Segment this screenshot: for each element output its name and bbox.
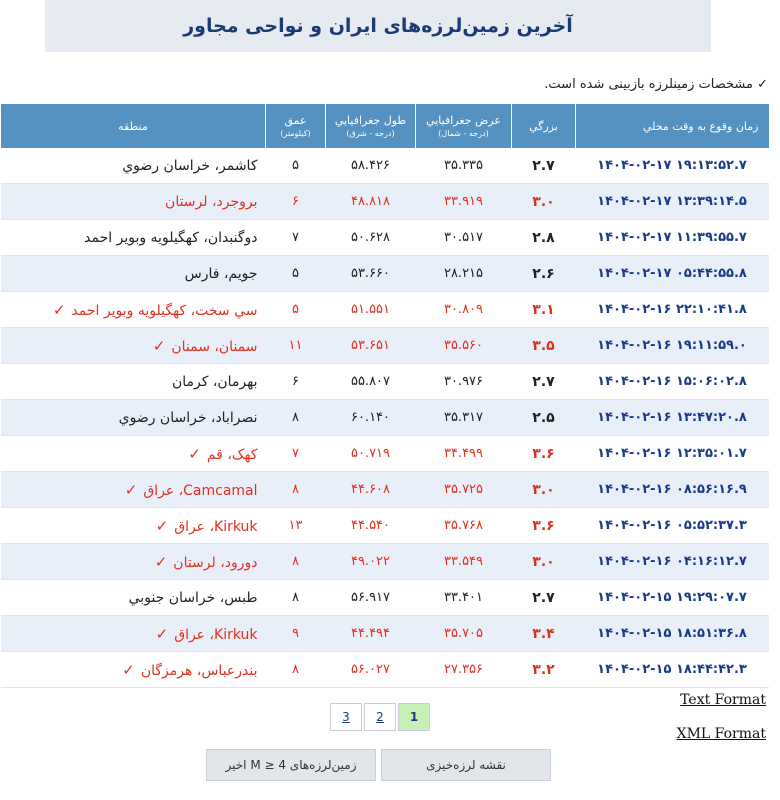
cell-longitude: ۵۰.۶۲۸ xyxy=(326,220,416,256)
verified-check-icon: ✓ xyxy=(154,552,168,571)
cell-depth: ۷ xyxy=(266,220,326,256)
cell-depth: ۸ xyxy=(266,580,326,616)
cell-time: ۱۴۰۴-۰۲-۱۵ ۱۹:۲۹:۰۷.۷ xyxy=(576,580,769,616)
table-row xyxy=(1,292,769,328)
cell-longitude: ۴۴.۵۴۰ xyxy=(326,508,416,544)
cell-longitude: ۴۴.۶۰۸ xyxy=(326,472,416,508)
seismicity-map-button[interactable]: نقشه لرزه‌خيزی xyxy=(381,749,551,781)
cell-region xyxy=(1,580,266,616)
cell-time: ۱۴۰۴-۰۲-۱۶ ۰۴:۱۶:۱۲.۷ xyxy=(576,544,769,580)
region-label: کهک، قم xyxy=(206,446,258,463)
header-depth-unit: (کیلومتر) xyxy=(280,129,311,138)
cell-time: ۱۴۰۴-۰۲-۱۵ ۱۸:۴۴:۴۲.۳ xyxy=(576,652,769,688)
cell-latitude: ۳۳.۴۰۱ xyxy=(416,580,512,616)
cell-longitude: ۵۶.۹۱۷ xyxy=(326,580,416,616)
header-latitude-label: عرض جغرافيايي xyxy=(426,114,501,127)
region-label: طبس، خراسان جنوبي xyxy=(128,589,258,606)
verified-check-icon: ✓ xyxy=(124,480,138,499)
cell-latitude: ۳۰.۸۰۹ xyxy=(416,292,512,328)
cell-depth: ۸ xyxy=(266,544,326,580)
region-label: دوگنبدان، کهگيلويه وبوير احمد xyxy=(84,229,258,246)
header-region: منطقه xyxy=(1,104,266,148)
table-row xyxy=(1,220,769,256)
cell-magnitude: ۲.۸ xyxy=(512,220,576,256)
region-label: بندرعباس، هرمزگان xyxy=(140,662,258,679)
cell-region xyxy=(1,364,266,400)
cell-region xyxy=(1,652,266,688)
region-label: سمنان، سمنان xyxy=(171,338,258,355)
text-format-link[interactable]: Text Format xyxy=(680,692,766,708)
cell-depth: ۶ xyxy=(266,184,326,220)
header-latitude xyxy=(416,104,512,148)
cell-longitude: ۵۱.۵۵۱ xyxy=(326,292,416,328)
verified-check-icon: ✓ xyxy=(188,444,201,463)
cell-latitude: ۳۵.۷۲۵ xyxy=(416,472,512,508)
title-banner xyxy=(45,0,711,52)
verified-check-icon: ✓ xyxy=(155,624,169,643)
cell-time: ۱۴۰۴-۰۲-۱۶ ۲۲:۱۰:۴۱.۸ xyxy=(576,292,769,328)
cell-depth: ۹ xyxy=(266,616,326,652)
cell-magnitude: ۳.۰ xyxy=(512,544,576,580)
region-label: جويم، فارس xyxy=(184,265,258,282)
cell-region xyxy=(1,292,266,328)
cell-time: ۱۴۰۴-۰۲-۱۷ ۱۹:۱۳:۵۲.۷ xyxy=(576,148,769,184)
table-row xyxy=(1,616,769,652)
region-label: کاشمر، خراسان رضوي xyxy=(122,157,258,174)
table-row xyxy=(1,184,769,220)
verified-check-icon: ✓ xyxy=(152,336,166,355)
header-time: زمان وقوع به وقت محلي xyxy=(576,104,769,148)
cell-depth: ۵ xyxy=(266,256,326,292)
cell-region xyxy=(1,616,266,652)
page-1-current[interactable]: 1 xyxy=(398,703,430,731)
table-row xyxy=(1,508,769,544)
header-longitude-unit: (درجه - شرق) xyxy=(346,129,395,138)
earthquake-table xyxy=(0,104,769,688)
cell-region xyxy=(1,544,266,580)
table-row xyxy=(1,256,769,292)
header-longitude-label: طول جغرافيايي xyxy=(334,114,407,127)
cell-time: ۱۴۰۴-۰۲-۱۷ ۰۵:۴۴:۵۵.۸ xyxy=(576,256,769,292)
table-row xyxy=(1,580,769,616)
table-row xyxy=(1,436,769,472)
region-label: بروجرد، لرستان xyxy=(165,193,258,210)
cell-time: ۱۴۰۴-۰۲-۱۶ ۰۵:۵۲:۳۷.۳ xyxy=(576,508,769,544)
cell-latitude: ۳۵.۷۰۵ xyxy=(416,616,512,652)
cell-depth: ۶ xyxy=(266,364,326,400)
header-magnitude: بزرگي xyxy=(512,104,576,148)
table-row xyxy=(1,652,769,688)
cell-latitude: ۲۷.۳۵۶ xyxy=(416,652,512,688)
cell-magnitude: ۳.۱ xyxy=(512,292,576,328)
cell-time: ۱۴۰۴-۰۲-۱۶ ۱۹:۱۱:۵۹.۰ xyxy=(576,328,769,364)
cell-region xyxy=(1,256,266,292)
cell-magnitude: ۳.۶ xyxy=(512,436,576,472)
table-row xyxy=(1,472,769,508)
cell-time: ۱۴۰۴-۰۲-۱۵ ۱۸:۵۱:۳۶.۸ xyxy=(576,616,769,652)
cell-latitude: ۲۸.۲۱۵ xyxy=(416,256,512,292)
cell-time: ۱۴۰۴-۰۲-۱۷ ۱۱:۳۹:۵۵.۷ xyxy=(576,220,769,256)
cell-longitude: ۴۴.۴۹۴ xyxy=(326,616,416,652)
recent-m4-button[interactable]: زمین‌لرزه‌های M ≥ 4 اخير xyxy=(206,749,376,781)
cell-region xyxy=(1,436,266,472)
cell-longitude: ۵۳.۶۵۱ xyxy=(326,328,416,364)
cell-latitude: ۳۳.۵۴۹ xyxy=(416,544,512,580)
table-header-row xyxy=(1,104,769,148)
cell-magnitude: ۲.۶ xyxy=(512,256,576,292)
cell-latitude: ۳۰.۹۷۶ xyxy=(416,364,512,400)
table-row xyxy=(1,364,769,400)
pagination xyxy=(330,703,432,731)
region-label: بهرمان، کرمان xyxy=(171,373,258,390)
cell-region xyxy=(1,148,266,184)
cell-magnitude: ۳.۲ xyxy=(512,652,576,688)
cell-region xyxy=(1,400,266,436)
cell-longitude: ۶۰.۱۴۰ xyxy=(326,400,416,436)
cell-region xyxy=(1,472,266,508)
xml-format-link[interactable]: XML Format xyxy=(676,726,766,742)
header-depth xyxy=(266,104,326,148)
cell-depth: ۸ xyxy=(266,400,326,436)
cell-magnitude: ۳.۴ xyxy=(512,616,576,652)
cell-longitude: ۵۰.۷۱۹ xyxy=(326,436,416,472)
cell-magnitude: ۳.۵ xyxy=(512,328,576,364)
region-label: نصراباد، خراسان رضوي xyxy=(118,409,258,426)
cell-latitude: ۳۵.۳۳۵ xyxy=(416,148,512,184)
cell-longitude: ۴۸.۸۱۸ xyxy=(326,184,416,220)
cell-magnitude: ۳.۰ xyxy=(512,472,576,508)
header-latitude-unit: (درجه - شمال) xyxy=(438,129,489,138)
region-label: Kirkuk، عراق xyxy=(174,626,258,643)
cell-magnitude: ۲.۷ xyxy=(512,148,576,184)
cell-longitude: ۵۳.۶۶۰ xyxy=(326,256,416,292)
cell-magnitude: ۲.۷ xyxy=(512,364,576,400)
cell-depth: ۷ xyxy=(266,436,326,472)
cell-longitude: ۵۵.۸۰۷ xyxy=(326,364,416,400)
page-title: آخرین زمین‌لرزه‌های ایران و نواحی مجاور xyxy=(183,15,573,37)
verified-check-icon: ✓ xyxy=(122,660,135,679)
cell-latitude: ۳۵.۳۱۷ xyxy=(416,400,512,436)
cell-region xyxy=(1,328,266,364)
cell-depth: ۱۳ xyxy=(266,508,326,544)
cell-longitude: ۵۸.۴۲۶ xyxy=(326,148,416,184)
cell-depth: ۸ xyxy=(266,472,326,508)
header-depth-label: عمق xyxy=(284,114,307,127)
page-3-link[interactable]: 3 xyxy=(330,703,362,731)
table-row xyxy=(1,328,769,364)
cell-depth: ۵ xyxy=(266,148,326,184)
table-row xyxy=(1,400,769,436)
cell-region xyxy=(1,220,266,256)
cell-latitude: ۳۳.۹۱۹ xyxy=(416,184,512,220)
verified-check-icon: ✓ xyxy=(52,300,66,319)
cell-latitude: ۳۰.۵۱۷ xyxy=(416,220,512,256)
cell-depth: ۵ xyxy=(266,292,326,328)
cell-latitude: ۳۵.۷۶۸ xyxy=(416,508,512,544)
region-label: Camcamal، عراق xyxy=(143,482,258,499)
cell-time: ۱۴۰۴-۰۲-۱۶ ۰۸:۵۶:۱۶.۹ xyxy=(576,472,769,508)
region-label: سي سخت، کهگيلويه وبوير احمد xyxy=(71,302,258,319)
cell-magnitude: ۳.۶ xyxy=(512,508,576,544)
cell-depth: ۸ xyxy=(266,652,326,688)
header-longitude xyxy=(326,104,416,148)
table-row xyxy=(1,148,769,184)
cell-region xyxy=(1,184,266,220)
cell-magnitude: ۲.۷ xyxy=(512,580,576,616)
cell-time: ۱۴۰۴-۰۲-۱۶ ۱۲:۳۵:۰۱.۷ xyxy=(576,436,769,472)
table-row xyxy=(1,544,769,580)
page-2-link[interactable]: 2 xyxy=(364,703,396,731)
cell-time: ۱۴۰۴-۰۲-۱۷ ۱۳:۳۹:۱۴.۵ xyxy=(576,184,769,220)
cell-magnitude: ۲.۵ xyxy=(512,400,576,436)
cell-time: ۱۴۰۴-۰۲-۱۶ ۱۳:۴۷:۲۰.۸ xyxy=(576,400,769,436)
cell-latitude: ۳۴.۴۹۹ xyxy=(416,436,512,472)
cell-region xyxy=(1,508,266,544)
cell-latitude: ۳۵.۵۶۰ xyxy=(416,328,512,364)
cell-longitude: ۵۶.۰۲۷ xyxy=(326,652,416,688)
cell-time: ۱۴۰۴-۰۲-۱۶ ۱۵:۰۶:۰۲.۸ xyxy=(576,364,769,400)
verified-note: ✓ مشخصات زمینلرزه بازبینی شده است. xyxy=(544,77,768,92)
cell-depth: ۱۱ xyxy=(266,328,326,364)
cell-longitude: ۴۹.۰۲۲ xyxy=(326,544,416,580)
cell-magnitude: ۳.۰ xyxy=(512,184,576,220)
region-label: دورود، لرستان xyxy=(173,554,258,571)
region-label: Kirkuk، عراق xyxy=(174,518,258,535)
verified-check-icon: ✓ xyxy=(155,516,169,535)
